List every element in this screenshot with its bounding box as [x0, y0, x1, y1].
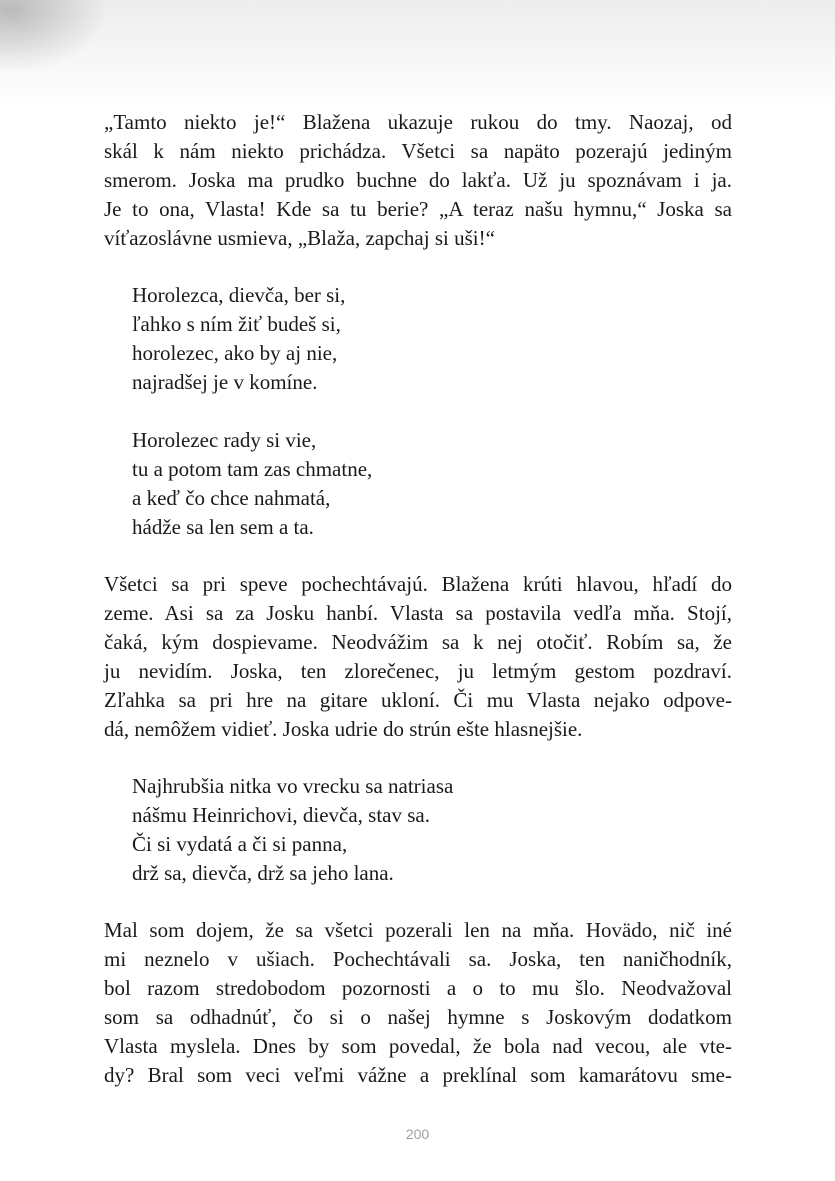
verse-line: najradšej je v komíne. — [132, 370, 318, 394]
text-line: „Tamto niekto je!“ Blažena ukazuje rukou do tmy. Naozaj, od — [104, 110, 732, 134]
text-line: Všetci sa pri speve pochechtávajú. Blažena krúti hlavou, hľadí do — [104, 572, 732, 596]
verse-line: nášmu Heinrichovi, dievča, stav sa. — [132, 803, 430, 827]
song-stanza-2 — [132, 426, 732, 542]
text-line: bol razom stredobodom pozornosti a o to mu šlo. Neodvažoval — [104, 976, 732, 1000]
song-stanza-3 — [132, 772, 732, 888]
verse-line: Horolezec rady si vie, — [132, 428, 317, 452]
text-line: víťazoslávne usmieva, „Blaža, zapchaj si uši!“ — [104, 226, 495, 250]
song-stanza-1 — [132, 281, 732, 397]
text-line: smerom. Joska ma prudko buchne do lakťa. Už ju spoznávam i ja. — [104, 168, 732, 192]
verse-line: horolezec, ako by aj nie, — [132, 341, 338, 365]
verse-line: Najhrubšia nitka vo vrecku sa natriasa — [132, 774, 454, 798]
text-line: ju nevidím. Joska, ten zlorečenec, ju letmým gestom pozdraví. — [104, 659, 732, 683]
text-line: mi neznelo v ušiach. Pochechtávali sa. Joska, ten naničhodník, — [104, 947, 732, 971]
verse-line: drž sa, dievča, drž sa jeho lana. — [132, 861, 394, 885]
paragraph-2 — [104, 570, 732, 744]
text-line: Je to ona, Vlasta! Kde sa tu berie? „A teraz našu hymnu,“ Joska sa — [104, 197, 732, 221]
verse-line: hádže sa len sem a ta. — [132, 515, 314, 539]
text-line: čaká, kým dospievame. Neodvážim sa k nej otočiť. Robím sa, že — [104, 630, 732, 654]
page-corner-shadow — [0, 0, 835, 110]
verse-line: Či si vydatá a či si panna, — [132, 832, 348, 856]
text-line: skál k nám niekto prichádza. Všetci sa napäto pozerajú jediným — [104, 139, 732, 163]
verse-line: ľahko s ním žiť budeš si, — [132, 312, 341, 336]
verse-line: Horolezca, dievča, ber si, — [132, 283, 346, 307]
text-line: dá, nemôžem vidieť. Joska udrie do strún ešte hlasnejšie. — [104, 717, 583, 741]
page-body — [104, 108, 732, 1090]
paragraph-3 — [104, 916, 732, 1090]
text-line: dy? Bral som veci veľmi vážne a preklínal som kamarátovu sme- — [104, 1063, 732, 1087]
paragraph-1 — [104, 108, 732, 253]
text-line: Zľahka sa pri hre na gitare ukloní. Či mu Vlasta nejako odpove- — [104, 688, 732, 712]
text-line: zeme. Asi sa za Josku hanbí. Vlasta sa postavila vedľa mňa. Stojí, — [104, 601, 732, 625]
text-line: som sa odhadnúť, čo si o našej hymne s Joskovým dodatkom — [104, 1005, 732, 1029]
text-line: Mal som dojem, že sa všetci pozerali len na mňa. Hovädo, nič iné — [104, 918, 732, 942]
page-number: 200 — [405, 1126, 430, 1142]
text-line: Vlasta myslela. Dnes by som povedal, že bola nad vecou, ale vte- — [104, 1034, 732, 1058]
verse-line: a keď čo chce nahmatá, — [132, 486, 331, 510]
verse-line: tu a potom tam zas chmatne, — [132, 457, 373, 481]
